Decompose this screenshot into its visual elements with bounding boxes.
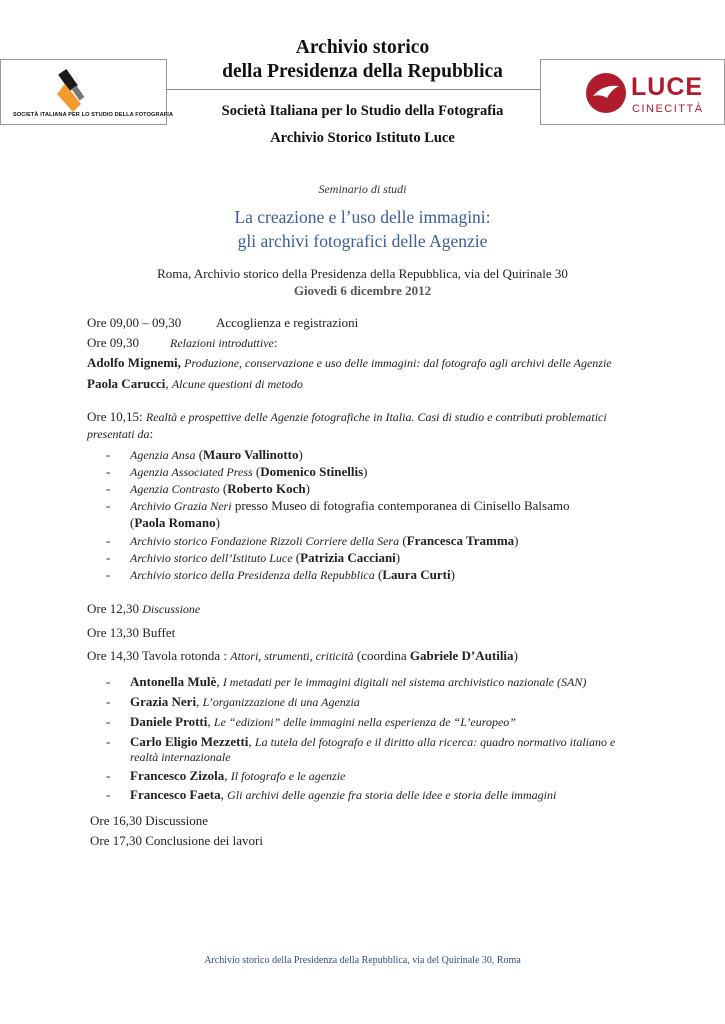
speaker-title: Le “edizioni” delle immagini nella esperienza de “L’europeo” [213,715,516,729]
agency-pre: ( [252,464,261,479]
agency-post: ) [298,447,303,462]
list-dash: - [106,694,111,709]
speaker-comma: , [216,674,220,689]
agency-name: Agenzia Contrasto [130,482,220,496]
list-item-text [130,673,586,691]
speaker-carucci-comma: , [165,376,169,391]
agency-name: Agenzia Associated Press [130,465,253,479]
speaker-title: Gli archivi delle agenzie fra storia delle idee e storia delle immagini [227,788,557,802]
speaker-name: Grazia Neri [130,694,197,709]
session-round-table [87,647,518,665]
speaker-comma: , [220,787,224,802]
session-intro-time: Ore 09,30 [87,335,139,350]
round-table-post: ) [513,648,518,663]
header-rule [167,89,540,90]
list-item-text [130,446,303,464]
agency-post: ) [450,567,455,582]
list-dash: - [106,533,111,548]
round-table-sep: : [220,648,231,663]
session-intro-colon: : [273,335,278,350]
session-discussion-1-text: Discussione [142,602,201,616]
agency-post: ) [395,550,401,565]
list-item-text [130,693,360,711]
agency-pre: presso Museo di fotografia contemporanea di Cinisello Balsamo [231,498,570,513]
speaker-name: Francesco Faeta [130,787,221,802]
list-dash: - [106,787,111,802]
agency-post: ) [305,481,310,496]
agency-name: Archivio storico Fondazione Rizzoli Corriere della Sera [130,534,400,548]
list-item-text [130,549,400,567]
list-item-text [130,566,455,584]
agency-name: Archivio Grazia Neri [130,499,232,513]
header-title-line1: Archivio storico [295,37,430,58]
list-dash: - [106,481,111,496]
luce-logo-text: LUCE [631,73,704,101]
list-item-text [130,497,570,515]
speaker-title: Il fotografo e le agenzie [230,769,346,783]
session-welcome-text: Accoglienza e registrazioni [216,315,359,330]
speaker-mignemi-name: Adolfo Mignemi, [87,355,181,370]
footer-address: Archivio storico della Presidenza della Repubblica, via del Quirinale 30, Roma [204,955,521,966]
speaker-carucci [87,375,303,393]
session-agencies-colon: : [149,426,154,441]
list-dash: - [106,714,111,729]
session-agencies-time: Ore 10,15: [87,409,143,424]
event-title-line2: gli archivi fotografici delle Agenzie [237,231,488,251]
list-item-text [130,713,516,731]
list-dash: - [106,550,111,565]
speaker-comma: , [248,734,252,749]
agency-pre: ( [195,447,204,462]
org-sisf: Società Italiana per lo Studio della Fotografia [221,103,504,119]
event-title [0,205,725,253]
agency-speaker: Laura Curti [382,567,451,582]
agency-speaker: Roberto Koch [227,481,306,496]
list-item-text [130,463,368,481]
speaker-mignemi [87,354,612,372]
list-dash: - [106,447,111,462]
session-conclusion: Ore 17,30 Conclusione dei lavori [90,833,263,848]
speaker-mignemi-title: Produzione, conservazione e uso delle immagini: dal fotografo agli archivi delle Agenzie [184,356,612,370]
speaker-comma: , [207,714,211,729]
org-luce: Archivio Storico Istituto Luce [270,130,455,146]
list-dash: - [106,734,111,749]
speaker-name: Francesco Zizola [130,768,225,783]
speaker-title: I metadati per le immagini digitali nel sistema archivistico nazionale (SAN) [222,675,587,689]
list-item-text [130,514,220,531]
list-item-text [130,480,310,498]
round-table-time: Ore 14,30 Tavola rotonda [87,648,221,663]
agency-speaker: Mauro Vallinotto [203,447,299,462]
speaker-comma: , [224,768,228,783]
speaker-name: Carlo Eligio Mezzetti [130,734,249,749]
speaker-name: Daniele Protti [130,714,208,729]
list-item-text [130,532,519,550]
session-welcome-time: Ore 09,00 – 09,30 [87,315,182,330]
list-item-text [130,767,345,785]
agency-speaker: Paola Romano [134,515,216,530]
session-discussion-1-time: Ore 12,30 [87,601,139,616]
event-date: Giovedì 6 dicembre 2012 [293,283,432,298]
agency-speaker: Francesca Tramma [406,533,515,548]
event-title-line1: La creazione e l’uso delle immagini: [234,207,491,227]
session-agencies-intro [87,408,607,426]
list-dash: - [106,674,111,689]
round-table-moderator: Gabriele D’Autilia [409,648,514,663]
agency-post: ) [215,515,220,530]
speaker-title-cont: realtà internazionale [130,750,231,764]
list-dash: - [106,768,111,783]
speaker-carucci-name: Paola Carucci [87,376,166,391]
session-agencies-text-line1: Realtà e prospettive delle Agenzie fotografiche in Italia. Casi di studio e contributi problematici [145,410,607,424]
agency-speaker: Patrizia Cacciani [300,550,396,565]
speaker-name: Antonella Mulè [130,674,217,689]
session-discussion-2: Ore 16,30 Discussione [90,813,209,828]
session-intro-text: Relazioni introduttive [170,336,274,350]
agency-speaker: Domenico Stinellis [260,464,364,479]
list-item-text [130,786,556,804]
sisf-logo-text: SOCIETÀ ITALIANA PER LO STUDIO DELLA FOTOGRAFIA [13,112,174,118]
event-venue: Roma, Archivio storico della Presidenza della Repubblica, via del Quirinale 30 [157,266,568,281]
session-discussion-1 [87,600,200,618]
speaker-title: L’organizzazione di una Agenzia [202,695,360,709]
agency-post: ) [363,464,368,479]
agency-name: Archivio storico dell’Istituto Luce [130,551,293,565]
agency-post: ) [514,533,519,548]
session-intro [87,334,139,351]
agency-pre: ( [292,550,301,565]
list-dash: - [106,464,111,479]
agency-pre: ( [219,481,228,496]
session-welcome [87,314,181,331]
agency-name: Archivio storico della Presidenza della Repubblica [130,568,375,582]
round-table-theme: Attori, strumenti, criticità [230,649,354,663]
session-agencies-intro-cont [87,425,153,443]
speaker-carucci-title: Alcune questioni di metodo [171,377,303,391]
speaker-comma: , [196,694,200,709]
session-agencies-text-line2: presentati da [87,427,150,441]
session-buffet: Ore 13,30 Buffet [87,625,176,640]
header-title-line2: della Presidenza della Repubblica [222,61,503,82]
agency-pre: ( [374,567,383,582]
agency-pre: ( [130,515,135,530]
session-intro-label [170,334,278,352]
luce-logo-subtext: CINECITTÀ [632,103,704,115]
list-dash: - [106,498,111,513]
event-kind: Seminario di studi [318,182,407,196]
agency-name: Agenzia Ansa [130,448,196,462]
speaker-title: La tutela del fotografo e il diritto alla ricerca: quadro normativo italiano e [254,735,616,749]
round-table-pre: (coordina [353,648,410,663]
agency-pre: ( [399,533,407,548]
list-dash: - [106,567,111,582]
